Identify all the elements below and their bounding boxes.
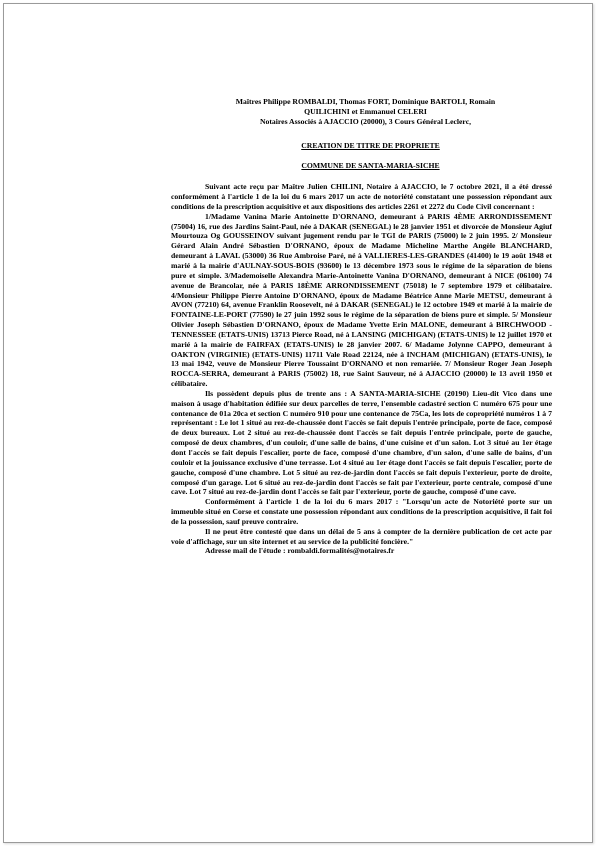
- header-line-2: QUILICHINI et Emmanuel CELERI: [304, 106, 427, 116]
- paragraph-property: Ils possèdent depuis plus de trente ans : A SANTA-MARIA-SICHE (20190) Lieu-dit Vico dans une maison à usage d'habitation édifiée sur deux parcelles de terre, l'ensemble cadastré section C numéro 675 pour une contenance de 01a 20ca et section C numéro 910 pour une contenance de 75Ca, les lots de copropriété numéros 1 à 7 représentant : Le lot 1 situé au rez-de-chaussée dont l'accès se fait depuis l'entrée principale, porte de face, composé de deux bureaux. Lot 2 situé au rez-de-chaussée dont l'accès se fait depuis l'entrée principale, porte de gauche, composé de deux chambres, d'un couloir, d'une salle de bains, d'une cuisine et d'un salon. Lot 3 situé au 1er étage dont l'accès se fait depuis l'escalier, porte de face, composé d'une chambre, d'un salon, d'une salle de bains, d'un couloir et la jouissance exclusive d'une terrasse. Lot 4 situé au 1er étage dont l'accès se fait depuis l'escalier, porte de gauche, composé d'une chambre. Lot 5 situé au rez-de-jardin dont l'accès se fait depuis l'exterieur, porte de droite, composé d'un garage. Lot 6 situé au rez-de-jardin dont l'accès se fait par l'exterieur, porte centrale, composé d'une cave. Lot 7 situé au rez-de-jardin dont l'accès se fait par l'exterieur, porte de gauche, composé d'une cave.: [171, 388, 552, 497]
- paragraph-contest: Il ne peut être contesté que dans un délai de 5 ans à compter de la dernière publication de cet acte par voie d'affichage, sur un site internet et au service de la publicité foncière.": [171, 526, 552, 546]
- paragraph-owners: 1/Madame Vanina Marie Antoinette D'ORNANO, demeurant à PARIS 4ÈME ARRONDISSEMENT (75004) 16, rue des Jardins Saint-Paul, née à DAKAR (SENEGAL) le 28 janvier 1951 et divorcée de Monsieur Agiuf Mourtouza Og GOUSSEINOV suivant jugement rendu par le TGI de PARIS (75000) le 2 juin 1995. 2/ Monsieur Gérard Alain André Sébastien D'ORNANO, époux de Madame Micheline Marthe Angèle BLANCHARD, demeurant à LAVAL (53000) 36 Rue Ambroise Paré, né à VALLIERES-LES-GRANDES (41400) le 19 août 1948 et marié à la mairie d'AULNAY-SOUS-BOIS (93600) le 13 décembre 1973 sous le régime de la séparation de biens pure et simple. 3/Mademoiselle Alexandra Marie-Antoinette Vanina D'ORNANO, demeurant à NICE (06100) 74 avenue de Brancolar, née à PARIS 18ÈME ARRONDISSEMENT (75018) le 7 septembre 1979 et célibataire. 4/Monsieur Philippe Pierre Antoine D'ORNANO, époux de Madame Béatrice Anne Marie METSU, demeurant à AVON (77210) 64, avenue Franklin Roosevelt, né à DAKAR (SENEGAL) le 12 octobre 1949 et marié à la mairie de FONTAINE-LE-PORT (77590) le 27 juin 1992 sous le régime de la séparation de biens pure et simple. 5/ Monsieur Olivier Joseph Sébastien D'ORNANO, époux de Madame Yvette Erin MALONE, demeurant à BIRCHWOOD - TENNESSEE (ETATS-UNIS) 13713 Pierce Road, né à LANSING (MICHIGAN) (ETATS-UNIS) le 12 juillet 1970 et marié à la mairie de FAIRFAX (ETATS-UNIS) le 28 janvier 2007. 6/ Madame Jolynne CAPPO, demeurant à OAKTON (VIRGINIE) (ETATS-UNIS) 11711 Vale Road 22124, née à INCHAM (MICHIGAN) (ETATS-UNIS), le 13 mai 1942, veuve de Monsieur Pierre Toussaint D'ORNANO et non remariée. 7/ Monsieur Roger Jean Joseph ROCCA-SERRA, demeurant à PARIS (75002) 18, rue Saint Sauveur, né à AJACCIO (20000) le 13 avril 1950 et célibataire.: [171, 211, 552, 389]
- contact-email: Adresse mail de l'étude : rombaldi.formalités@notaires.fr: [205, 546, 395, 556]
- document-title: CREATION DE TITRE DE PROPRIETE: [301, 140, 440, 150]
- document-body: [171, 182, 552, 556]
- notice-content: [171, 97, 552, 556]
- header-line-3: Notaires Associés à AJACCIO (20000), 3 Cours Général Leclerc,: [259, 116, 472, 126]
- paragraph-law: Conformément à l'article 1 de la loi du 6 mars 2017 : "Lorsqu'un acte de Notoriété porte sur un immeuble situé en Corse et constate une possession répondant aux conditions de la prescription acquisitive, il fait foi de la possession, sauf preuve contraire.: [171, 497, 552, 526]
- notary-header: [179, 97, 552, 127]
- document-subtitle: COMMUNE DE SANTA-MARIA-SICHE: [301, 161, 440, 171]
- header-line-1: Maîtres Philippe ROMBALDI, Thomas FORT, Dominique BARTOLI, Romain: [235, 97, 496, 106]
- paragraph-intro: Suivant acte reçu par Maître Julien CHILINI, Notaire à AJACCIO, le 7 octobre 2021, il a été dressé conformément à l'article 1 de la loi du 6 mars 2017 un acte de notoriété constatant une possession répondant aux conditions de la prescription acquisitive et aux dispositions des articles 2261 et 2272 du Code Civil concernant :: [171, 182, 552, 211]
